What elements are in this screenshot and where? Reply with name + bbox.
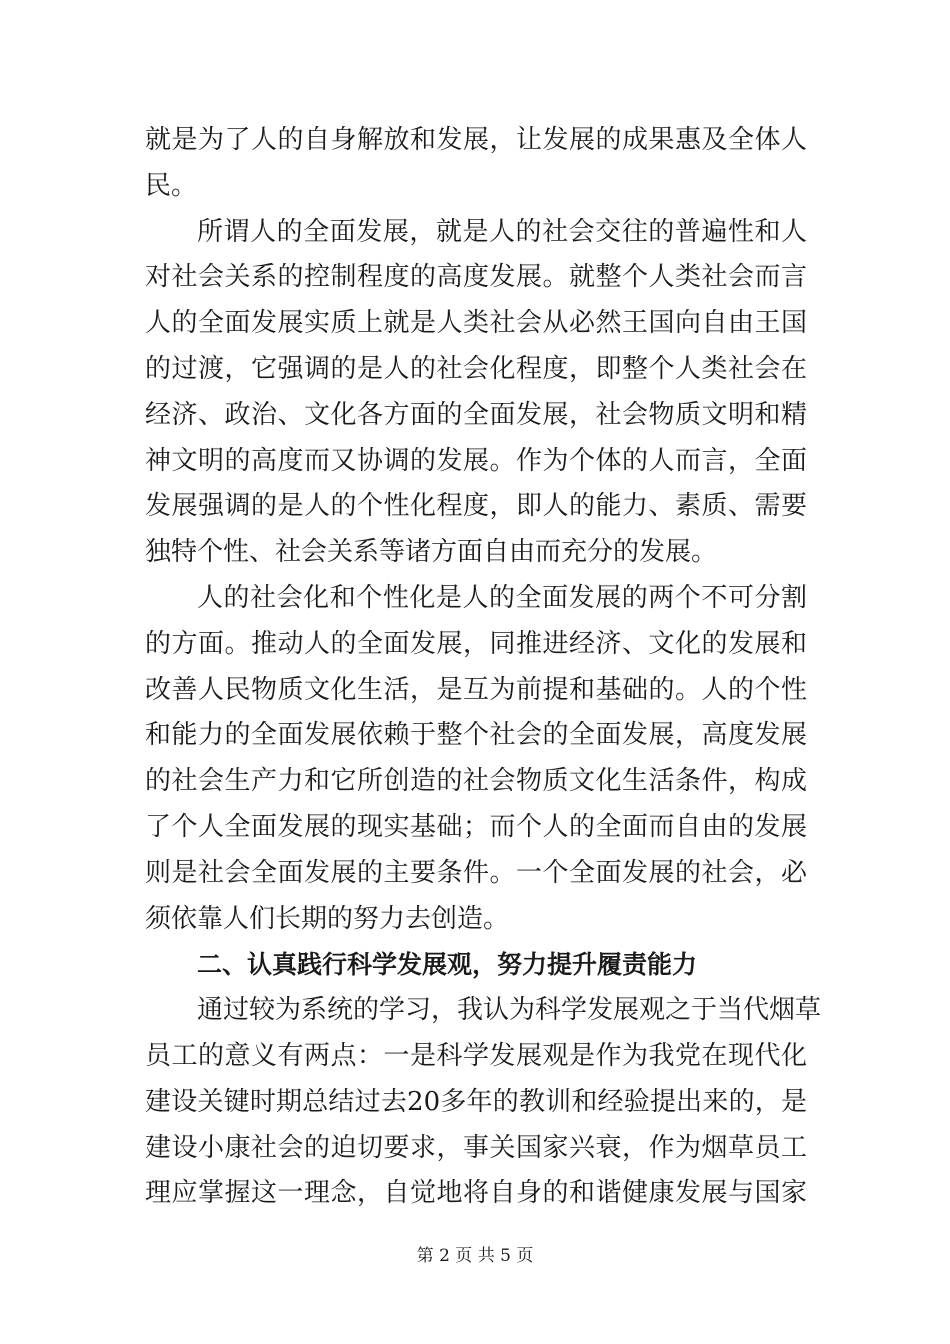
text-line: 发展强调的是人的个性化程度，即人的能力、素质、需要 xyxy=(145,491,807,522)
document-body xyxy=(145,118,822,1217)
text-line: 就是为了人的自身解放和发展，让发展的成果惠及全体人 xyxy=(145,125,807,155)
text-line: 通过较为系统的学习，我认为科学发展观之于当代烟草 xyxy=(197,995,822,1026)
text-line: 建设小康社会的迫切要求，事关国家兴衰，作为烟草员工 xyxy=(145,1132,807,1163)
text-line: 须依靠人们长期的努力去创造。 xyxy=(145,903,510,934)
text-line: 和能力的全面发展依赖于整个社会的全面发展，高度发展 xyxy=(145,720,807,751)
text-line: 的过渡，它强调的是人的社会化程度，即整个人类社会在 xyxy=(145,353,807,384)
text-line: 的方面。推动人的全面发展，同推进经济、文化的发展和 xyxy=(145,628,807,659)
text-line: 的社会生产力和它所创造的社会物质文化生活条件，构成 xyxy=(145,766,807,797)
text-line: 独特个性、社会关系等诸方面自由而充分的发展。 xyxy=(145,537,718,568)
text-line: 人的社会化和个性化是人的全面发展的两个不可分割 xyxy=(197,582,807,613)
text-line: 所谓人的全面发展，就是人的社会交往的普遍性和人 xyxy=(197,216,807,247)
text-line: 员工的意义有两点：一是科学发展观是作为我党在现代化 xyxy=(145,1040,807,1071)
text-line: 人的全面发展实质上就是人类社会从必然王国向自由王国 xyxy=(145,308,807,339)
text-line: 了个人全面发展的现实基础；而个人的全面而自由的发展 xyxy=(145,811,807,842)
section-heading: 二、认真践行科学发展观，努力提升履责能力 xyxy=(197,950,698,980)
text-line: 神文明的高度而又协调的发展。作为个体的人而言，全面 xyxy=(145,445,807,476)
text-line: 民。 xyxy=(145,170,198,201)
page-footer: 第 2 页 共 5 页 xyxy=(416,1246,534,1266)
text-line: 理应掌握这一理念，自觉地将自身的和谐健康发展与国家 xyxy=(145,1178,807,1209)
text-line: 则是社会全面发展的主要条件。一个全面发展的社会，必 xyxy=(145,857,807,888)
text-line: 改善人民物质文化生活，是互为前提和基础的。人的个性 xyxy=(145,674,807,705)
text-line: 对社会关系的控制程度的高度发展。就整个人类社会而言 xyxy=(145,262,807,293)
text-line: 建设关键时期总结过去20多年的教训和经验提出来的，是 xyxy=(145,1086,807,1117)
text-line: 经济、政治、文化各方面的全面发展，社会物质文明和精 xyxy=(145,399,807,430)
